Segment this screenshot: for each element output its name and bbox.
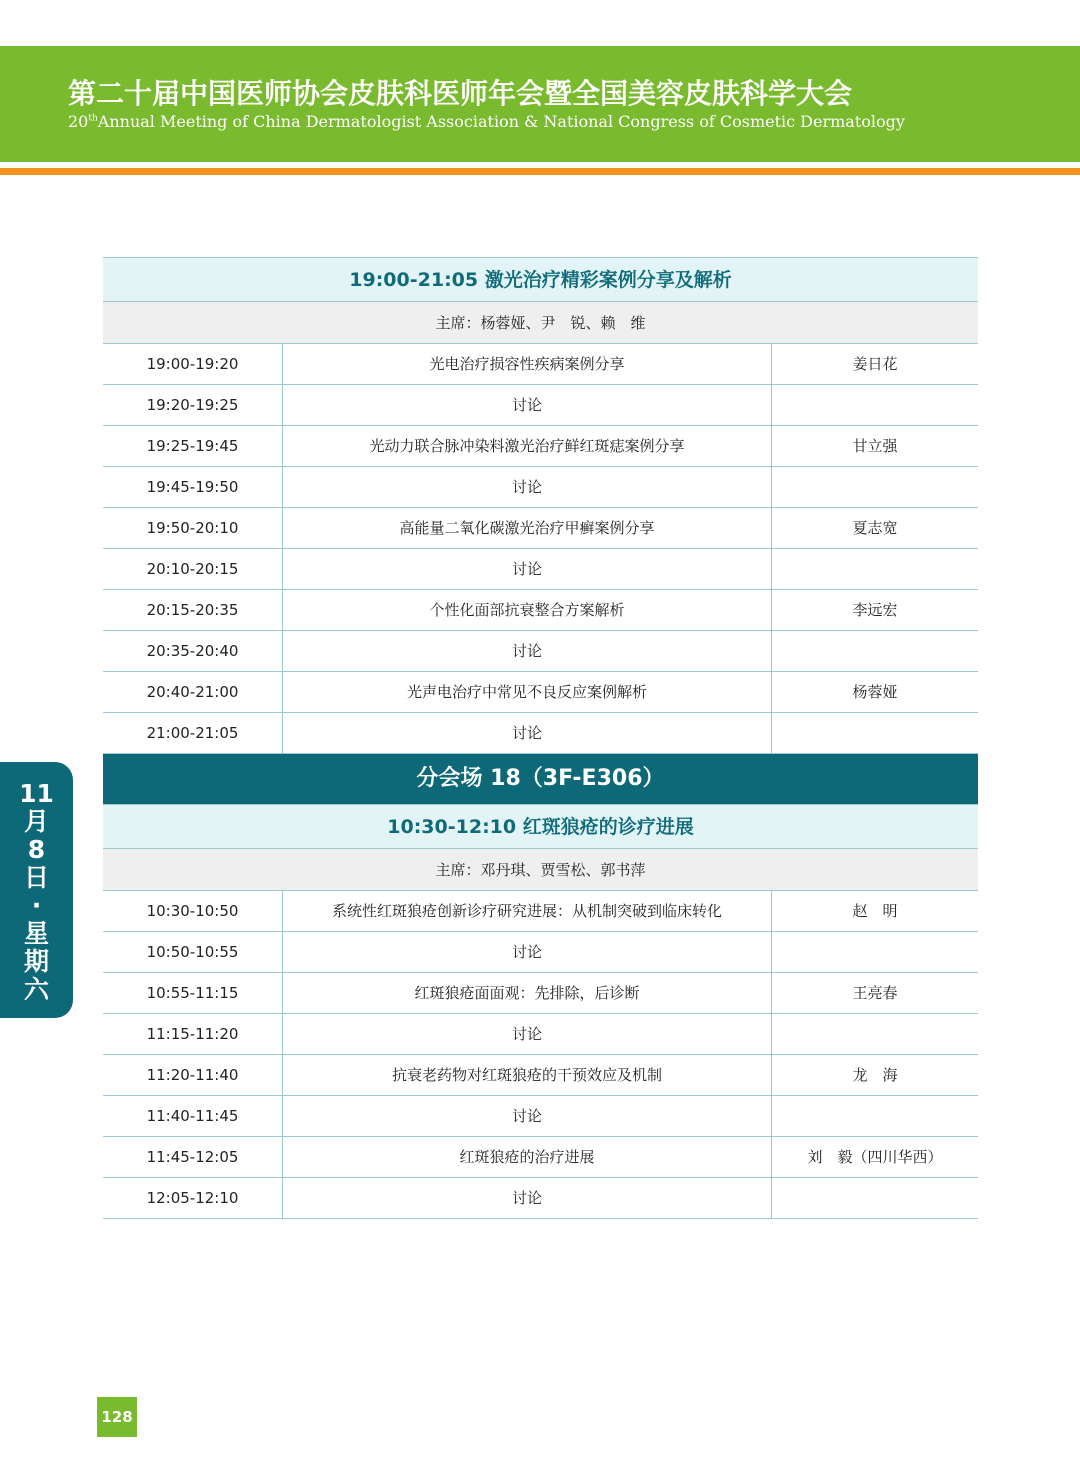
speaker-cell: 刘 毅（四川华西） <box>807 1148 943 1166</box>
table-row <box>103 973 978 1014</box>
table-row <box>103 426 978 467</box>
time-cell: 20:10-20:15 <box>103 549 283 589</box>
table-row <box>103 891 978 932</box>
time-cell: 21:00-21:05 <box>103 713 283 753</box>
speaker-cell: 夏志宽 <box>852 519 898 537</box>
time-cell: 19:20-19:25 <box>103 385 283 425</box>
time-cell: 19:50-20:10 <box>103 508 283 548</box>
date-label <box>0 780 73 1004</box>
table-row <box>103 1096 978 1137</box>
time-cell: 11:15-11:20 <box>103 1014 283 1054</box>
conference-title-cn: 第二十届中国医师协会皮肤科医师年会暨全国美容皮肤科学大会 <box>68 77 853 110</box>
table-row <box>103 467 978 508</box>
date-char: 六 <box>23 975 49 1004</box>
time-cell: 11:20-11:40 <box>103 1055 283 1095</box>
schedule-table <box>103 257 978 1219</box>
date-char: 日 <box>23 863 49 892</box>
topic-cell: 讨论 <box>283 549 772 589</box>
session-heading: 19:00-21:05 激光治疗精彩案例分享及解析 <box>103 257 978 302</box>
speaker-cell <box>772 631 978 671</box>
time-cell: 20:15-20:35 <box>103 590 283 630</box>
table-row <box>103 1178 978 1219</box>
time-cell: 19:00-19:20 <box>103 344 283 384</box>
table-row <box>103 1137 978 1178</box>
date-side-tab <box>0 762 73 1018</box>
speaker-cell: 王亮春 <box>852 984 898 1002</box>
table-row <box>103 385 978 426</box>
topic-cell: 光动力联合脉冲染料激光治疗鲜红斑痣案例分享 <box>283 426 772 466</box>
conference-title-en <box>68 112 905 131</box>
speaker-cell <box>772 1096 978 1136</box>
title-en-superscript: th <box>88 113 98 124</box>
topic-cell: 讨论 <box>283 1014 772 1054</box>
topic-cell: 讨论 <box>283 1178 772 1218</box>
speaker-cell: 赵 明 <box>852 902 898 920</box>
date-char: 期 <box>23 947 49 976</box>
time-cell: 10:55-11:15 <box>103 973 283 1013</box>
session-rows <box>103 344 978 754</box>
speaker-cell: 杨蓉娅 <box>852 683 898 701</box>
date-char: 11 <box>19 779 54 808</box>
table-row <box>103 672 978 713</box>
table-row <box>103 932 978 973</box>
table-row <box>103 344 978 385</box>
speaker-cell <box>772 1178 978 1218</box>
speaker-cell: 龙 海 <box>852 1066 898 1084</box>
table-row <box>103 631 978 672</box>
topic-cell: 红斑狼疮的治疗进展 <box>283 1137 772 1177</box>
topic-cell: 高能量二氧化碳激光治疗甲癣案例分享 <box>283 508 772 548</box>
session-chairs: 主席：邓丹琪、贾雪松、郭书萍 <box>103 849 978 891</box>
topic-cell: 讨论 <box>283 1096 772 1136</box>
speaker-cell <box>772 932 978 972</box>
table-row <box>103 508 978 549</box>
speaker-cell: 姜日花 <box>852 355 898 373</box>
speaker-cell <box>772 385 978 425</box>
table-row <box>103 590 978 631</box>
table-row <box>103 549 978 590</box>
topic-cell: 讨论 <box>283 932 772 972</box>
topic-cell: 讨论 <box>283 713 772 753</box>
time-cell: 11:45-12:05 <box>103 1137 283 1177</box>
session-rows <box>103 891 978 1219</box>
date-char: · <box>31 891 42 920</box>
table-row <box>103 713 978 754</box>
time-cell: 20:40-21:00 <box>103 672 283 712</box>
date-char: 星 <box>23 919 49 948</box>
time-cell: 12:05-12:10 <box>103 1178 283 1218</box>
time-cell: 10:30-10:50 <box>103 891 283 931</box>
speaker-cell: 李远宏 <box>852 601 898 619</box>
conference-header <box>0 46 1080 162</box>
header-divider-orange <box>0 168 1080 175</box>
title-en-text: Annual Meeting of China Dermatologist Association & National Congress of Cosmetic Dermatology <box>97 112 905 131</box>
table-row <box>103 1014 978 1055</box>
topic-cell: 抗衰老药物对红斑狼疮的干预效应及机制 <box>283 1055 772 1095</box>
table-row <box>103 1055 978 1096</box>
page-number: 128 <box>97 1397 137 1437</box>
speaker-cell <box>772 549 978 589</box>
time-cell: 19:45-19:50 <box>103 467 283 507</box>
date-char: 月 <box>23 807 49 836</box>
topic-cell: 系统性红斑狼疮创新诊疗研究进展：从机制突破到临床转化 <box>283 891 772 931</box>
topic-cell: 个性化面部抗衰整合方案解析 <box>283 590 772 630</box>
speaker-cell <box>772 467 978 507</box>
speaker-cell: 甘立强 <box>852 437 898 455</box>
title-en-number: 20 <box>68 112 89 131</box>
venue-bar: 分会场 18（3F-E306） <box>103 754 978 804</box>
time-cell: 10:50-10:55 <box>103 932 283 972</box>
speaker-cell <box>772 1014 978 1054</box>
date-char: 8 <box>27 835 46 864</box>
session-chairs: 主席：杨蓉娅、尹 锐、赖 维 <box>103 302 978 344</box>
time-cell: 20:35-20:40 <box>103 631 283 671</box>
topic-cell: 讨论 <box>283 631 772 671</box>
topic-cell: 红斑狼疮面面观：先排除，后诊断 <box>283 973 772 1013</box>
topic-cell: 讨论 <box>283 467 772 507</box>
time-cell: 19:25-19:45 <box>103 426 283 466</box>
session-heading: 10:30-12:10 红斑狼疮的诊疗进展 <box>103 804 978 849</box>
topic-cell: 讨论 <box>283 385 772 425</box>
speaker-cell <box>772 713 978 753</box>
topic-cell: 光声电治疗中常见不良反应案例解析 <box>283 672 772 712</box>
topic-cell: 光电治疗损容性疾病案例分享 <box>283 344 772 384</box>
time-cell: 11:40-11:45 <box>103 1096 283 1136</box>
